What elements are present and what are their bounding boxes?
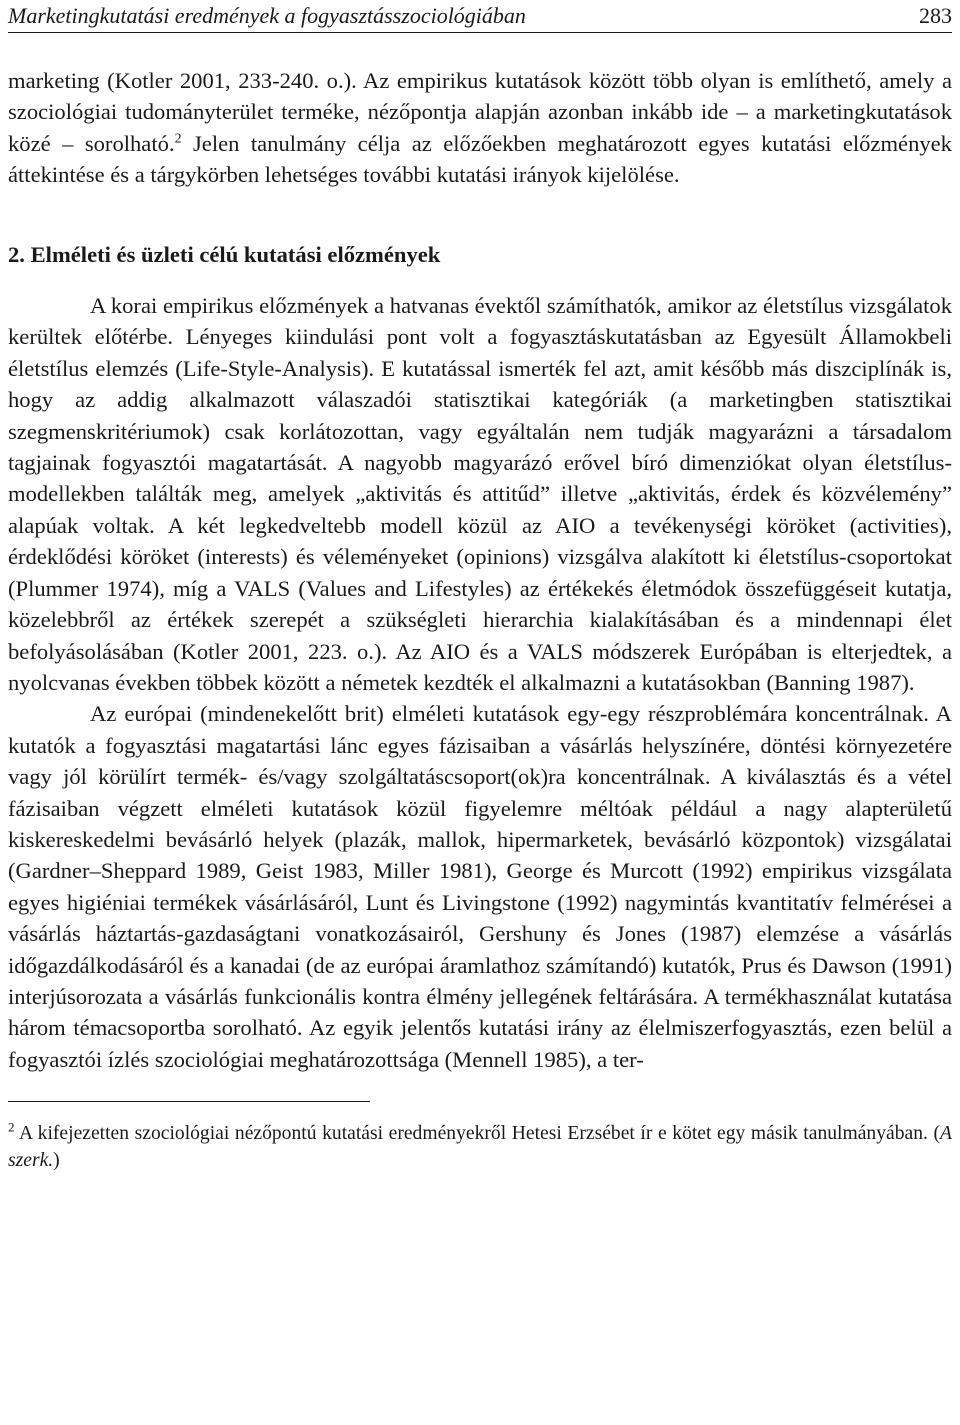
body-text bbox=[8, 65, 952, 1075]
page-number: 283 bbox=[919, 3, 952, 28]
paragraph: Az európai (mindenekelőtt brit) elméleti kutatások egy-egy részproblémára koncentrálnak. A kutatók a fogyasztási magatartási lánc egyes fázisaiban a vásárlás helyszínére, döntési környezetére vagy jól körülírt termék- és/vagy szolgáltatáscsoport(ok)ra koncentrálnak. A kiválasztás és a vétel fázisaiban végzett elméleti kutatások közül figyelemre méltóak például a nagy alapterületű kiskereskedelmi bevásárló helyek (plazák, mallok, hipermarketek, bevásárló központok) vizsgálatai (Gardner–Sheppard 1989, Geist 1983, Miller 1981), George és Murcott (1992) empirikus vizsgálata egyes higiéniai termékek vásárlásáról, Lunt és Livingstone (1992) nagymintás kvantitatív felmérései a vásárlás háztartás-gazdaságtani vonatkozásairól, Gershuny és Jones (1987) elemzése a vásárlás időgazdálkodásáról és a kanadai (de az európai áramlathoz számítandó) kutatók, Prus és Dawson (1991) interjúsorozata a vásárlás funkcionális kontra élmény jellegének feltárására. A termékhasználat kutatása három témacsoportba sorolható. Az egyik jelentős kutatási irány az élelmiszerfogyasztás, ezen belül a fogyasztói ízlés szociológiai meghatározottsága (Mennell 1985), a ter- bbox=[8, 701, 952, 1072]
footnote-reference: 2 bbox=[174, 131, 182, 147]
footnote bbox=[8, 1120, 952, 1174]
footnote-editor-note: A szerk. bbox=[8, 1123, 952, 1172]
intro-text-after-note: Jelen tanulmány célja az előzőekben meghatározott egyes kutatási előzmények áttekintése és a tárgykörben lehetséges további kutatási irányok kijelölése. bbox=[8, 130, 952, 188]
running-header bbox=[8, 2, 952, 33]
intro-paragraph bbox=[8, 65, 952, 191]
footnote-mark: 2 bbox=[8, 1119, 15, 1135]
section-heading bbox=[8, 239, 952, 270]
footnote-text: A kifejezetten szociológiai nézőpontú kutatási eredményekről Hetesi Erzsébet ír e kötet egy másik tanulmányában. ( bbox=[14, 1123, 941, 1145]
footnote-closing: ) bbox=[53, 1150, 60, 1172]
paragraph: A korai empirikus előzmények a hatvanas évektől számíthatók, amikor az életstílus vizsgálatok kerültek előtérbe. Lényeges kiindulási pont volt a fogyasztáskutatásban az Egyesült Államokbeli életstílus elemzés (Life-Style-Analysis). E kutatással ismerték fel azt, amit később más diszciplínák is, hogy az addig alkalmazott válaszadói statisztikai kategóriák (a marketingben statisztikai szegmenskritériumok) csak korlátozottan, vagy egyáltalán nem tudják magyarázni a társadalom tagjainak fogyasztói magatartását. A nagyobb magyarázó erővel bíró dimenziókat olyan életstílus-modellekben találták meg, amelyek „aktivitás és attitűd” illetve „aktivitás, érdek és közvélemény” alapúak voltak. A két legkedveltebb modell közül az AIO a tevékenységi köröket (activities), érdeklődési köröket (interests) és véleményeket (opinions) vizsgálva alakított ki életstílus-csoportokat (Plummer 1974), míg a VALS (Values and Lifestyles) az értékekés életmódok összefüggéseit kutatja, közelebbről az értékek szerepét a szükségleti hierarchia kialakításában és a mindennapi élet befolyásolásában (Kotler 2001, 223. o.). Az AIO és a VALS módszerek Európában is elterjedtek, a nyolcvanas években többek között a németek kezdték el alkalmazni a kutatásokban (Banning 1987). bbox=[8, 293, 952, 695]
section-title: Elméleti és üzleti célú kutatási előzmények bbox=[30, 241, 441, 267]
footnote-divider bbox=[8, 1101, 370, 1102]
running-header-title: Marketingkutatási eredmények a fogyasztásszociológiában bbox=[8, 3, 526, 28]
document-page bbox=[8, 0, 952, 1174]
intro-text-before-note: marketing (Kotler 2001, 233-240. o.). Az empirikus kutatások között több olyan is említhető, amely a szociológiai tudományterület terméke, nézőpontja alapján azonban inkább ide – a marketingkutatások közé – sorolható. bbox=[8, 68, 952, 156]
section-number: 2. bbox=[8, 241, 25, 267]
